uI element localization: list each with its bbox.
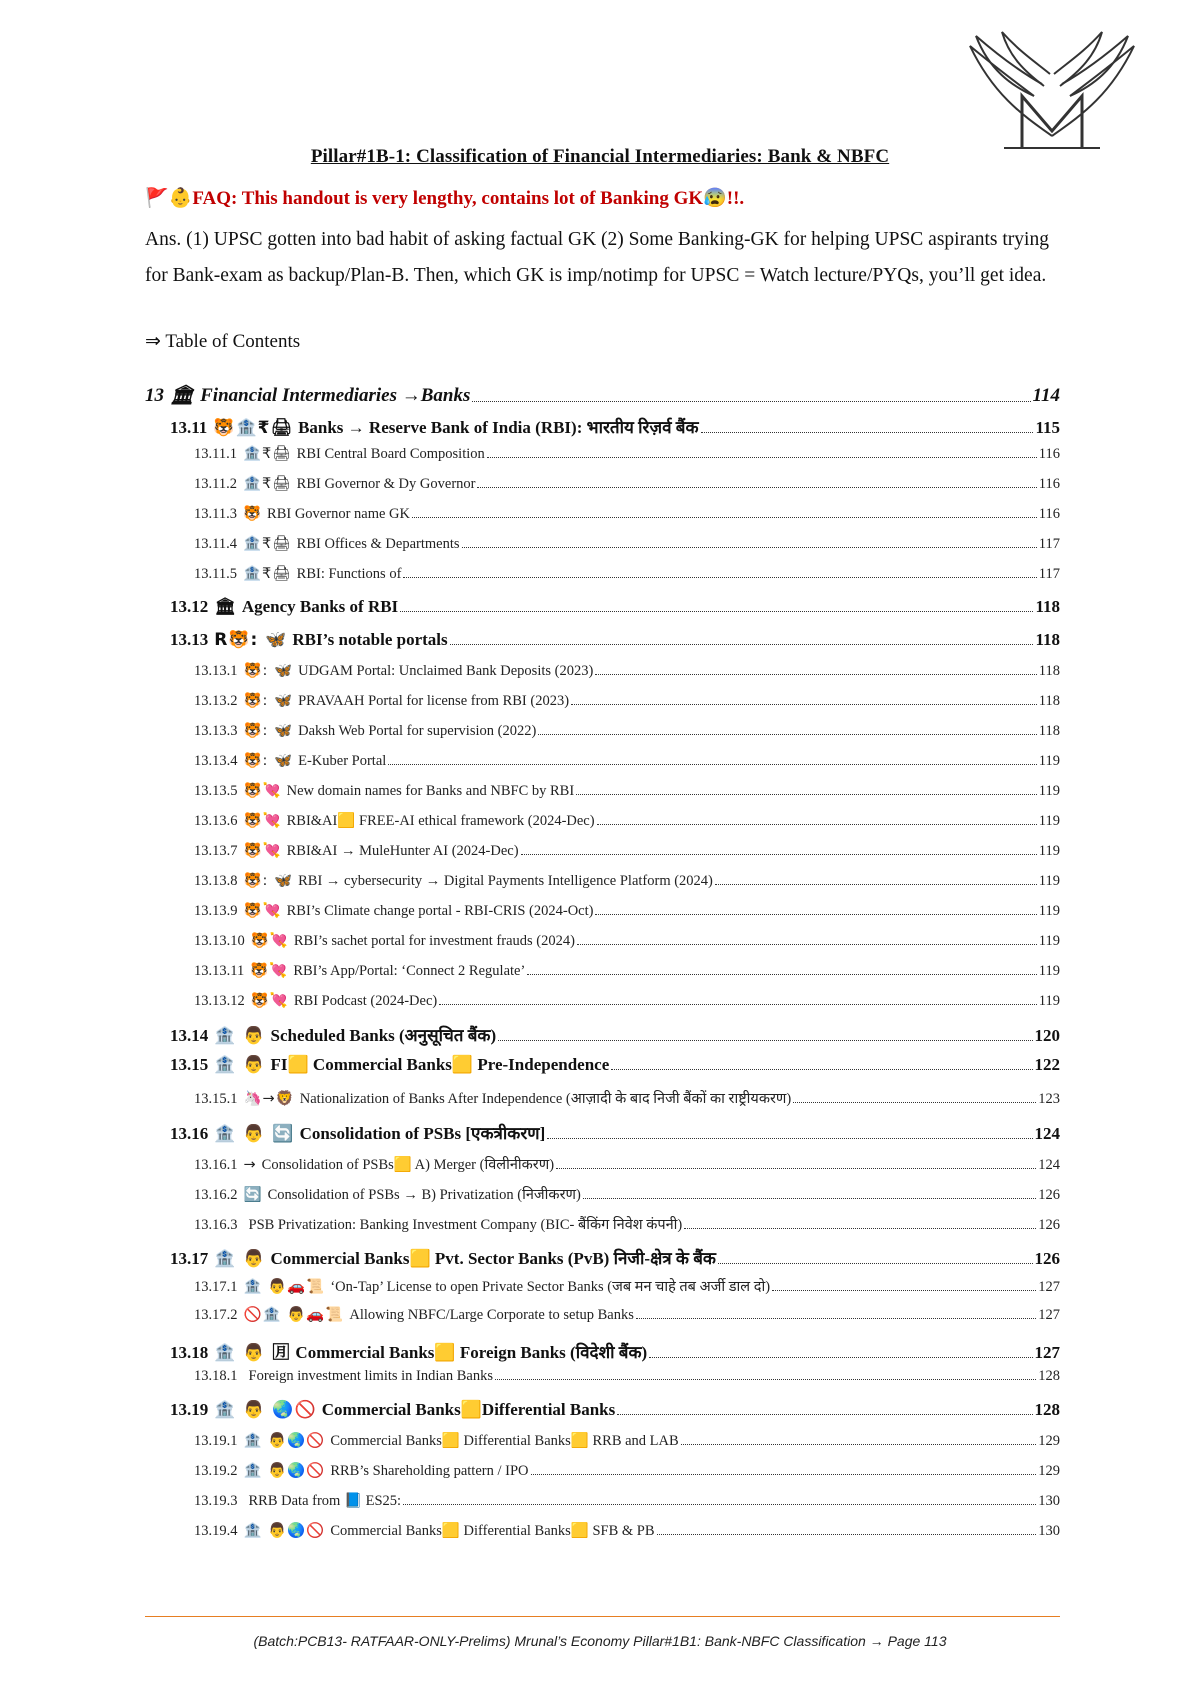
toc-entry-number: 13.16.1 xyxy=(194,1157,238,1173)
toc-entry-number: 13.11 xyxy=(170,418,208,437)
toc-entry-title: Foreign investment limits in Indian Banks xyxy=(248,1368,493,1384)
toc-entry[interactable] xyxy=(170,1055,1060,1075)
toc-heading: ⇒ Table of Contents xyxy=(145,331,301,352)
toc-entry-icons: 🔄 xyxy=(243,1187,263,1203)
toc-entry-icons: 🏦 👨 🈷 xyxy=(214,1343,291,1363)
toc-entry-icons: 🐯💘 xyxy=(250,933,289,949)
toc-entry-title: Scheduled Banks (अनुसूचित बैंक) xyxy=(270,1026,497,1045)
toc-entry-page: 119 xyxy=(1038,993,1060,1009)
toc-leader-dots xyxy=(521,854,1037,855)
toc-entry-title: Commercial Banks🟨 Differential Banks🟨 RRB and LAB xyxy=(330,1433,679,1449)
toc-entry[interactable] xyxy=(194,902,1060,920)
toc-entry-icons: 🏛 xyxy=(214,597,237,617)
toc-entry-title: Commercial Banks🟨Differential Banks xyxy=(321,1400,616,1419)
toc-entry[interactable] xyxy=(145,383,1060,407)
toc-entry-title: UDGAM Portal: Unclaimed Bank Deposits (2023) xyxy=(298,663,594,679)
toc-entry-title: Consolidation of PSBs🟨 A) Merger (विलीनीकरण) xyxy=(261,1157,555,1173)
toc-entry-icons: 🦄→🦁 xyxy=(243,1091,295,1107)
toc-entry-number: 13.13.1 xyxy=(194,663,238,679)
toc-entry-number: 13.11.3 xyxy=(194,506,237,522)
toc-entry[interactable] xyxy=(194,992,1060,1010)
toc-entry-number: 13.18 xyxy=(170,1343,209,1362)
toc-entry-title: Banks → Reserve Bank of India (RBI): भारतीय रिज़र्व बैंक xyxy=(298,418,699,437)
toc-leader-dots xyxy=(715,884,1037,885)
toc-entry-page: 116 xyxy=(1038,446,1060,462)
toc-entry-page: 126 xyxy=(1038,1217,1060,1233)
toc-entry-icons: 🏦 👨🚗📜 xyxy=(243,1279,326,1295)
toc-leader-dots xyxy=(772,1290,1036,1291)
toc-entry-title: PSB Privatization: Banking Investment Company (BIC- बैंकिंग निवेश कंपनी) xyxy=(248,1217,683,1233)
toc-leader-dots xyxy=(577,944,1037,945)
toc-entry-icons: 🏦 👨 🌏🚫 xyxy=(214,1400,317,1420)
toc-entry-number: 13.17.2 xyxy=(194,1307,238,1323)
toc-entry-number: 13.16.3 xyxy=(194,1217,238,1233)
toc-entry[interactable] xyxy=(170,1121,1060,1144)
toc-leader-dots xyxy=(583,1198,1036,1199)
toc-entry[interactable] xyxy=(194,692,1060,710)
toc-entry-icons: 🐯: 🦋 xyxy=(243,663,294,679)
toc-entry-page: 115 xyxy=(1035,418,1060,437)
toc-entry[interactable] xyxy=(194,1088,1060,1108)
toc-entry[interactable] xyxy=(170,1400,1060,1420)
toc-entry[interactable] xyxy=(194,1276,1060,1296)
toc-leader-dots xyxy=(649,1357,1032,1358)
toc-entry[interactable] xyxy=(170,1023,1060,1046)
toc-entry-page: 126 xyxy=(1038,1187,1060,1203)
toc-entry-page: 118 xyxy=(1035,597,1060,616)
toc-entry-page: 119 xyxy=(1038,783,1060,799)
toc-entry[interactable] xyxy=(194,752,1060,770)
toc-entry-title: RBI’s Climate change portal - RBI-CRIS (2024-Oct) xyxy=(286,903,594,919)
toc-entry-icons: 🐯: 🦋 xyxy=(243,873,294,889)
toc-entry-icons: 🏦₹🖨 xyxy=(242,446,292,462)
toc-entry-title: RRB’s Shareholding pattern / IPO xyxy=(330,1463,529,1479)
toc-entry[interactable] xyxy=(194,1184,1060,1204)
toc-entry[interactable] xyxy=(194,842,1060,860)
toc-entry-title: Commercial Banks🟨 Differential Banks🟨 SFB & PB xyxy=(330,1523,655,1539)
toc-entry-number: 13.13.10 xyxy=(194,933,245,949)
toc-entry-page: 126 xyxy=(1034,1249,1060,1268)
toc-entry-title: RBI’s sachet portal for investment frauds (2024) xyxy=(293,933,575,949)
toc-entry-page: 122 xyxy=(1034,1055,1060,1074)
footer-rule xyxy=(145,1616,1060,1617)
toc-entry-number: 13.19 xyxy=(170,1400,209,1419)
toc-entry-page: 118 xyxy=(1038,663,1060,679)
toc-entry-page: 130 xyxy=(1038,1523,1060,1539)
toc-entry[interactable] xyxy=(194,782,1060,800)
toc-entry-title: ‘On-Tap’ License to open Private Sector Banks (जब मन चाहे तब अर्जी डाल दो) xyxy=(330,1279,771,1295)
toc-leader-dots xyxy=(611,1069,1032,1070)
toc-leader-dots xyxy=(403,577,1036,578)
toc-entry-page: 124 xyxy=(1038,1157,1060,1173)
toc-entry-title: RBI Governor name GK xyxy=(267,506,410,522)
toc-entry-icons: 🏦 👨🌏🚫 xyxy=(243,1463,326,1479)
toc-leader-dots xyxy=(657,1534,1037,1535)
toc-entry-icons: 🐯💘 xyxy=(243,783,282,799)
toc-entry[interactable] xyxy=(194,1306,1060,1324)
toc-entry-number: 13.13 xyxy=(170,630,209,649)
toc-entry[interactable] xyxy=(194,1492,1060,1510)
toc-entry-number: 13.13.12 xyxy=(194,993,245,1009)
toc-entry[interactable] xyxy=(194,565,1060,583)
toc-entry-page: 119 xyxy=(1038,873,1060,889)
toc-entry[interactable] xyxy=(170,630,1060,650)
toc-entry-title: Consolidation of PSBs [एकत्रीकरण] xyxy=(299,1124,546,1143)
toc-entry-title: RBI’s App/Portal: ‘Connect 2 Regulate’ xyxy=(293,963,526,979)
page-footer: (Batch:PCB13- RATFAAR-ONLY-Prelims) Mrunal’s Economy Pillar#1B1: Bank-NBFC Classification → Page 113 xyxy=(253,1633,947,1649)
toc-entry-number: 13.11.1 xyxy=(194,446,237,462)
toc-entry[interactable] xyxy=(194,932,1060,950)
toc-entry-title: RBI Podcast (2024-Dec) xyxy=(293,993,438,1009)
toc-entry-number: 13.16.2 xyxy=(194,1187,238,1203)
toc-entry[interactable] xyxy=(194,812,1060,830)
toc-leader-dots xyxy=(531,1474,1037,1475)
toc-entry[interactable] xyxy=(194,1154,1060,1174)
toc-leader-dots xyxy=(636,1318,1036,1319)
toc-entry-page: 119 xyxy=(1038,753,1060,769)
toc-entry-page: 118 xyxy=(1038,723,1060,739)
toc-entry[interactable] xyxy=(194,1432,1060,1450)
faq-heading: 🚩👶FAQ: This handout is very lengthy, contains lot of Banking GK😰!!. xyxy=(145,188,745,209)
toc-leader-dots xyxy=(527,974,1036,975)
toc-leader-dots xyxy=(571,704,1037,705)
toc-entry-icons: 🐯💘 xyxy=(250,993,289,1009)
toc-leader-dots xyxy=(718,1263,1033,1264)
toc-leader-dots xyxy=(439,1004,1037,1005)
toc-entry[interactable] xyxy=(194,872,1060,890)
toc-entry-page: 124 xyxy=(1034,1124,1060,1143)
toc-entry-title: E-Kuber Portal xyxy=(298,753,387,769)
toc-entry-icons: 🏦 👨 🔄 xyxy=(214,1124,295,1144)
toc-entry-title: RBI: Functions of xyxy=(296,566,402,582)
toc-leader-dots xyxy=(487,457,1037,458)
toc-entry-page: 123 xyxy=(1038,1091,1060,1107)
toc-entry-page: 114 xyxy=(1032,385,1060,406)
toc-entry-title: PRAVAAH Portal for license from RBI (2023) xyxy=(298,693,570,709)
toc-leader-dots xyxy=(412,517,1037,518)
toc-leader-dots xyxy=(595,674,1036,675)
toc-entry-number: 13.13.8 xyxy=(194,873,238,889)
toc-entry[interactable] xyxy=(170,1246,1060,1269)
toc-entry-title: FI🟨 Commercial Banks🟨 Pre-Independence xyxy=(270,1055,610,1074)
toc-entry-title: RBI Offices & Departments xyxy=(296,536,460,552)
toc-entry-title: RBI → cybersecurity → Digital Payments Intelligence Platform (2024) xyxy=(298,873,713,889)
toc-entry-number: 13.13.7 xyxy=(194,843,238,859)
toc-entry-title: Agency Banks of RBI xyxy=(241,597,399,616)
toc-entry[interactable] xyxy=(194,1462,1060,1480)
toc-entry-icons: 🐯💘 xyxy=(243,843,282,859)
toc-entry-page: 119 xyxy=(1038,843,1060,859)
toc-entry-page: 127 xyxy=(1034,1343,1060,1362)
toc-entry[interactable] xyxy=(170,597,1060,617)
toc-entry-page: 127 xyxy=(1038,1307,1060,1323)
toc-leader-dots xyxy=(450,644,1034,645)
toc-entry-icons: 🏦 👨🌏🚫 xyxy=(243,1523,326,1539)
toc-entry-icons: 🏦 👨 xyxy=(214,1055,266,1075)
toc-leader-dots xyxy=(684,1228,1036,1229)
toc-entry-page: 116 xyxy=(1038,506,1060,522)
toc-entry-icons: 🏦 👨 xyxy=(214,1026,266,1046)
toc-entry-number: 13.13.3 xyxy=(194,723,238,739)
toc-entry-number: 13.13.6 xyxy=(194,813,238,829)
toc-entry[interactable] xyxy=(194,535,1060,553)
page-title: Pillar#1B-1: Classification of Financial Intermediaries: Bank & NBFC xyxy=(310,146,890,167)
toc-leader-dots xyxy=(701,432,1034,433)
toc-entry-number: 13.13.9 xyxy=(194,903,238,919)
toc-entry-icons: R🐯: 🦋 xyxy=(214,630,288,650)
toc-entry-icons: 🏦₹🖨 xyxy=(242,536,292,552)
toc-entry-page: 127 xyxy=(1038,1279,1060,1295)
toc-entry-page: 119 xyxy=(1038,933,1060,949)
toc-entry[interactable] xyxy=(194,1214,1060,1234)
toc-entry-icons: 🐯: 🦋 xyxy=(243,693,294,709)
toc-entry-page: 129 xyxy=(1038,1433,1060,1449)
toc-entry[interactable] xyxy=(194,1522,1060,1540)
toc-entry-number: 13 xyxy=(145,385,164,406)
toc-entry[interactable] xyxy=(194,475,1060,493)
toc-entry-number: 13.13.5 xyxy=(194,783,238,799)
toc-entry-icons: 🐯🏦₹🖨 xyxy=(213,418,294,438)
toc-entry-title: RBI Central Board Composition xyxy=(296,446,485,462)
toc-entry-title: Commercial Banks🟨 Foreign Banks (विदेशी बैंक) xyxy=(295,1343,648,1362)
toc-entry-icons: 🏦₹🖨 xyxy=(242,566,292,582)
toc-entry-title: RRB Data from 📘 ES25: xyxy=(248,1493,402,1509)
toc-entry-page: 116 xyxy=(1038,476,1060,492)
toc-entry-title: RBI&AI🟨 FREE-AI ethical framework (2024-Dec) xyxy=(286,813,595,829)
toc-leader-dots xyxy=(462,547,1037,548)
toc-leader-dots xyxy=(477,487,1036,488)
toc-entry-page: 119 xyxy=(1038,903,1060,919)
toc-entry-icons: 🏛 xyxy=(170,384,196,406)
toc-entry-number: 13.11.4 xyxy=(194,536,237,552)
toc-entry-icons: 🐯💘 xyxy=(250,963,289,979)
toc-entry-title: Daksh Web Portal for supervision (2022) xyxy=(298,723,537,739)
toc-entry-icons: 🐯 xyxy=(242,506,263,522)
toc-entry-page: 128 xyxy=(1034,1400,1060,1419)
toc-leader-dots xyxy=(681,1444,1037,1445)
toc-entry-number: 13.13.2 xyxy=(194,693,238,709)
toc-entry-title: Allowing NBFC/Large Corporate to setup Banks xyxy=(349,1307,634,1323)
toc-entry-page: 119 xyxy=(1038,813,1060,829)
toc-entry-page: 130 xyxy=(1038,1493,1060,1509)
toc-entry-icons: 🐯: 🦋 xyxy=(243,753,294,769)
toc-entry-number: 13.14 xyxy=(170,1026,209,1045)
toc-entry-number: 13.12 xyxy=(170,597,209,616)
toc-entry-page: 129 xyxy=(1038,1463,1060,1479)
toc-entry-title: Consolidation of PSBs → B) Privatization (निजीकरण) xyxy=(267,1187,581,1203)
toc-entry-page: 117 xyxy=(1038,566,1060,582)
toc-entry-number: 13.11.5 xyxy=(194,566,237,582)
toc-entry[interactable] xyxy=(194,1368,1060,1385)
faq-answer: Ans. (1) UPSC gotten into bad habit of asking factual GK (2) Some Banking-GK for helping UPSC aspirants trying for Bank-exam as backup/Plan-B. Then, which GK is imp/notimp for UPSC = Watch lecture/PYQs, you’ll get idea. xyxy=(145,229,1049,286)
toc-leader-dots xyxy=(793,1102,1036,1103)
toc-entry[interactable] xyxy=(194,722,1060,740)
toc-entry-number: 13.19.3 xyxy=(194,1493,238,1509)
toc-leader-dots xyxy=(495,1379,1036,1380)
toc-entry-number: 13.19.2 xyxy=(194,1463,238,1479)
toc-leader-dots xyxy=(538,734,1036,735)
toc-entry-icons: 🐯: 🦋 xyxy=(243,723,294,739)
toc-entry-number: 13.19.1 xyxy=(194,1433,238,1449)
toc-entry-title: Financial Intermediaries →Banks xyxy=(200,385,471,406)
toc-entry[interactable] xyxy=(170,1338,1060,1363)
toc-entry-page: 117 xyxy=(1038,536,1060,552)
toc-entry-icons: → xyxy=(243,1157,257,1173)
toc-entry[interactable] xyxy=(194,445,1060,463)
toc-entry-title: Nationalization of Banks After Independence (आज़ादी के बाद निजी बैंकों का राष्ट्रीयकरण) xyxy=(299,1091,792,1107)
toc-entry-page: 118 xyxy=(1035,630,1060,649)
toc-entry[interactable] xyxy=(194,962,1060,980)
toc-leader-dots xyxy=(576,794,1037,795)
toc-entry[interactable] xyxy=(194,662,1060,680)
toc-entry-page: 128 xyxy=(1038,1368,1060,1384)
toc-entry-title: RBI Governor & Dy Governor xyxy=(296,476,476,492)
wings-m-logo xyxy=(964,26,1140,152)
toc-leader-dots xyxy=(617,1414,1032,1415)
toc-entry-number: 13.18.1 xyxy=(194,1368,238,1384)
toc-entry-page: 120 xyxy=(1034,1026,1060,1045)
toc-entry-page: 119 xyxy=(1038,963,1060,979)
toc-entry-number: 13.19.4 xyxy=(194,1523,238,1539)
toc-entry-icons: 🚫🏦 👨🚗📜 xyxy=(243,1307,345,1323)
toc-entry-title: New domain names for Banks and NBFC by RBI xyxy=(286,783,575,799)
toc-leader-dots xyxy=(597,824,1037,825)
toc-leader-dots xyxy=(498,1040,1032,1041)
toc-entry-number: 13.15 xyxy=(170,1055,209,1074)
toc-leader-dots xyxy=(400,611,1033,612)
toc-leader-dots xyxy=(388,764,1036,765)
toc-entry[interactable] xyxy=(170,415,1060,438)
toc-entry-number: 13.17.1 xyxy=(194,1279,238,1295)
toc-leader-dots xyxy=(472,401,1030,402)
toc-entry-title: Commercial Banks🟨 Pvt. Sector Banks (PvB) निजी-क्षेत्र के बैंक xyxy=(270,1249,716,1268)
toc-leader-dots xyxy=(595,914,1036,915)
toc-entry[interactable] xyxy=(194,505,1060,523)
toc-entry-icons: 🐯💘 xyxy=(243,813,282,829)
toc-entry-number: 13.17 xyxy=(170,1249,209,1268)
toc-entry-title: RBI&AI → MuleHunter AI (2024-Dec) xyxy=(286,843,519,859)
toc-entry-number: 13.15.1 xyxy=(194,1091,238,1107)
toc-entry-number: 13.16 xyxy=(170,1124,209,1143)
toc-entry-number: 13.11.2 xyxy=(194,476,237,492)
toc-leader-dots xyxy=(556,1168,1036,1169)
toc-entry-icons: 🐯💘 xyxy=(243,903,282,919)
toc-entry-page: 118 xyxy=(1038,693,1060,709)
toc-entry-number: 13.13.4 xyxy=(194,753,238,769)
toc-entry-icons: 🏦₹🖨 xyxy=(242,476,292,492)
toc-entry-icons: 🏦 👨🌏🚫 xyxy=(243,1433,326,1449)
toc-leader-dots xyxy=(403,1504,1036,1505)
toc-leader-dots xyxy=(547,1138,1032,1139)
toc-entry-number: 13.13.11 xyxy=(194,963,245,979)
toc-entry-title: RBI’s notable portals xyxy=(292,630,448,649)
toc-entry-icons: 🏦 👨 xyxy=(214,1249,266,1269)
